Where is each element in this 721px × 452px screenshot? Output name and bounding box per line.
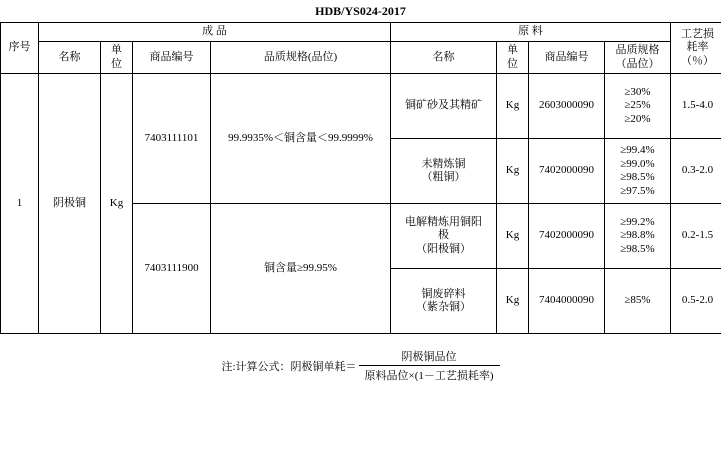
- header-raw-unit-line1: 单: [507, 43, 518, 56]
- header-raw-spec: [605, 41, 671, 74]
- cell-finished-unit: Kg: [101, 74, 133, 334]
- header-finished-code: 商品编号: [133, 41, 211, 74]
- cell-finished-spec-2: 铜含量≥99.95%: [211, 204, 391, 334]
- spec-value: ≥85%: [624, 294, 651, 307]
- cell-raw-name-2: [391, 139, 497, 204]
- spec-value: ≥99.4%: [620, 143, 655, 156]
- header-finished-name: 名称: [39, 41, 101, 74]
- cell-finished-code-1: 7403111101: [133, 74, 211, 204]
- spec-value: ≥97.5%: [620, 185, 655, 197]
- header-loss-rate-line2: 耗率: [686, 41, 709, 54]
- header-raw-unit-line2: 位: [507, 57, 518, 70]
- formula-fraction: [359, 348, 500, 383]
- header-finished-unit-line1: 单: [111, 43, 122, 56]
- formula-numerator: 阴极铜品位: [359, 348, 500, 366]
- cell-raw-code-3: 7402000090: [529, 204, 605, 269]
- cell-raw-name-1: 铜矿砂及其精矿: [391, 74, 497, 139]
- spec-value: ≥98.5%: [620, 243, 655, 256]
- cell-finished-spec-1: 99.9935%＜铜含量＜99.9999%: [211, 74, 391, 204]
- spec-value: ≥99.2%: [620, 215, 655, 228]
- raw-name-line2: （粗铜）: [421, 171, 466, 184]
- cell-raw-name-4: [391, 269, 497, 334]
- consumption-quota-table: [0, 22, 721, 334]
- table-header-row-1: [1, 23, 721, 42]
- raw-name-line1: 未精炼铜: [421, 157, 466, 170]
- cell-raw-unit-1: Kg: [497, 74, 529, 139]
- table-header-row-2: [1, 41, 721, 74]
- header-raw-spec-line1: 品质规格: [615, 43, 660, 56]
- cell-loss-4: 0.5-2.0: [671, 269, 721, 334]
- cell-loss-3: 0.2-1.5: [671, 204, 721, 269]
- cell-raw-spec-4: [605, 269, 671, 334]
- cell-raw-code-4: 7404000090: [529, 269, 605, 334]
- formula-denominator: 原料品位×(1－工艺损耗率): [364, 370, 494, 383]
- cell-raw-spec-3: [605, 204, 671, 269]
- header-raw-name: 名称: [391, 41, 497, 74]
- cell-raw-unit-3: Kg: [497, 204, 529, 269]
- cell-loss-1: 1.5-4.0: [671, 74, 721, 139]
- table-row: [1, 74, 721, 139]
- raw-name-line1: 电解精炼用铜阳: [405, 215, 482, 228]
- header-raw-spec-line2: （品位）: [615, 57, 660, 70]
- raw-name-line2: 极: [438, 229, 449, 242]
- cell-raw-unit-4: Kg: [497, 269, 529, 334]
- cell-finished-name: 阴极铜: [39, 74, 101, 334]
- spec-value: ≥25%: [624, 99, 651, 112]
- header-seq: 序号: [1, 23, 39, 74]
- cell-raw-unit-2: Kg: [497, 139, 529, 204]
- header-raw-unit: [497, 41, 529, 74]
- header-finished-spec: 品质规格(品位): [211, 41, 391, 74]
- header-loss-rate-line3: （％）: [681, 55, 714, 67]
- header-loss-rate: [671, 23, 721, 74]
- cell-finished-code-2: 7403111900: [133, 204, 211, 334]
- spec-value: ≥98.5%: [620, 171, 655, 184]
- raw-name-line3: （阳极铜）: [416, 243, 471, 256]
- spec-value: ≥99.0%: [620, 157, 655, 170]
- formula-prefix: 注:计算公式：阴极铜单耗＝: [221, 360, 357, 373]
- raw-name-line1: 铜废碎料: [421, 287, 466, 300]
- cell-raw-spec-1: [605, 74, 671, 139]
- spec-value: ≥98.8%: [620, 229, 655, 242]
- raw-name-line2: （紫杂铜）: [416, 301, 471, 314]
- formula-note: [0, 348, 721, 383]
- cell-raw-code-2: 7402000090: [529, 139, 605, 204]
- header-finished-unit-line2: 位: [111, 57, 122, 70]
- formula-note-inner: [221, 348, 499, 383]
- header-loss-rate-line1: 工艺损: [681, 27, 714, 40]
- cell-loss-2: 0.3-2.0: [671, 139, 721, 204]
- spec-value: ≥30%: [624, 85, 651, 98]
- cell-raw-code-1: 2603000090: [529, 74, 605, 139]
- header-finished-unit: [101, 41, 133, 74]
- spec-value: ≥20%: [624, 113, 651, 126]
- document-title: HDB/YS024-2017: [315, 4, 406, 18]
- cell-seq: 1: [1, 74, 39, 334]
- header-group-raw: 原 料: [391, 23, 671, 42]
- cell-raw-spec-2: [605, 139, 671, 204]
- header-group-finished: 成 品: [39, 23, 391, 42]
- header-raw-code: 商品编号: [529, 41, 605, 74]
- cell-raw-name-3: [391, 204, 497, 269]
